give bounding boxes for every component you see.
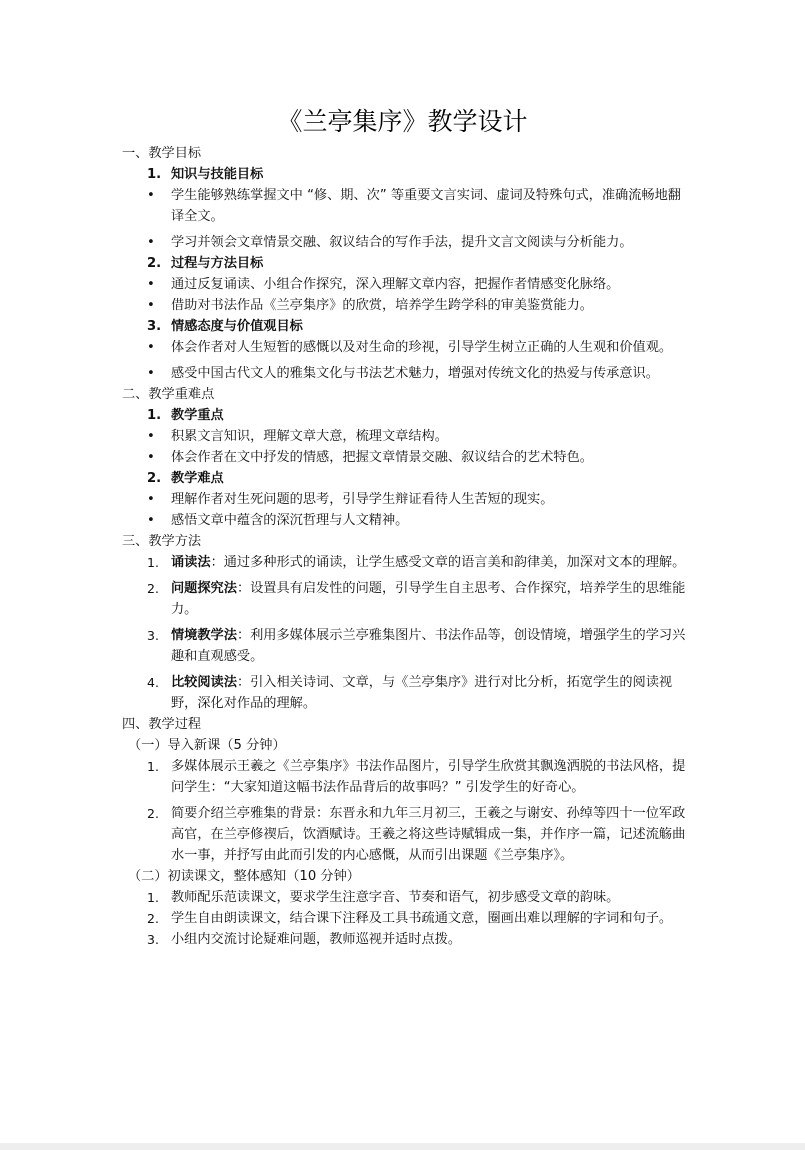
step-text: 学生自由朗读课文，结合课下注释及工具书疏通文意，圈画出难以理解的字词和句子。 [171,911,673,926]
subheading-text: 知识与技能目标 [171,167,264,182]
list-number: 1. [147,759,159,774]
bullet-icon: • [147,450,155,465]
step-text: 简要介绍兰亭雅集的背景：东晋永和九年三月初三，王羲之与谢安、孙绰等四十一位军政高官，在兰亭修禊后，饮酒赋诗。王羲之将这些诗赋辑成一集，并作序一篇，记述流觞曲水一事，并抒写由此而引发的内心感慨，从而引出课题《兰亭集序》。 [171,806,686,863]
bullet-text: 通过反复诵读、小组合作探究，深入理解文章内容，把握作者情感变化脉络。 [171,277,620,292]
method-text: ：设置具有启发性的问题，引导学生自主思考、合作探究，培养学生的思维能力。 [171,581,686,617]
bullet-item [122,426,692,447]
subheading-process-goals [122,253,692,274]
step-text: 教师配乐范读课文，要求学生注意字音、节奏和语气，初步感受文章的韵味。 [171,890,620,905]
document-body [122,143,692,950]
bullet-item [122,337,692,358]
subheading-number: 3. [147,319,162,334]
step-text: 小组内交流讨论疑难问题，教师巡视并适时点拨。 [171,932,462,947]
subheading-difficult-points [122,468,692,489]
bullet-text: 借助对书法作品《兰亭集序》的欣赏，培养学生跨学科的审美鉴赏能力。 [171,298,593,313]
bullet-item [122,447,692,468]
subheading-number: 1. [147,408,162,423]
bullet-item [122,510,692,531]
bullet-text: 学生能够熟练掌握文中 “修、期、次” 等重要文言实词、虚词及特殊句式，准确流畅地翻译全文。 [171,188,681,224]
method-term: 情境教学法 [171,628,237,643]
subheading-text: 过程与方法目标 [171,256,264,271]
process-step [122,887,692,908]
section-heading-methods: 三、教学方法 [122,534,202,549]
list-number: 1. [147,555,159,570]
bullet-item [122,363,692,384]
subheading-text: 教学重点 [171,408,224,423]
bullet-text: 体会作者对人生短暂的感慨以及对生命的珍视，引导学生树立正确的人生观和价值观。 [171,340,673,355]
bullet-text: 感受中国古代文人的雅集文化与书法艺术魅力，增强对传统文化的热爱与传承意识。 [171,366,659,381]
subheading-key-points [122,405,692,426]
page-title: 《兰亭集序》教学设计 [277,107,528,136]
step-text: 多媒体展示王羲之《兰亭集序》书法作品图片，引导学生欣赏其飘逸洒脱的书法风格，提问学生：“大家知道这幅书法作品背后的故事吗？” 引发学生的好奇心。 [171,759,686,795]
method-item [122,552,692,573]
list-number: 2. [147,581,159,596]
bullet-icon: • [147,277,155,292]
subsection-heading-intro: （一）导入新课（5 分钟） [128,738,286,753]
bullet-icon: • [147,429,155,444]
bullet-icon: • [147,188,155,203]
bullet-text: 体会作者在文中抒发的情感，把握文章情景交融、叙议结合的艺术特色。 [171,450,593,465]
bullet-text: 感悟文章中蕴含的深沉哲理与人文精神。 [171,513,409,528]
subheading-knowledge-goals [122,164,692,185]
bullet-item [122,274,692,295]
process-step [122,908,692,929]
list-number: 3. [147,628,159,643]
method-text: ：引入相关诗词、文章，与《兰亭集序》进行对比分析，拓宽学生的阅读视野，深化对作品的理解。 [171,675,673,711]
method-item [122,672,692,714]
method-term: 诵读法 [171,555,211,570]
bullet-icon: • [147,513,155,528]
method-item [122,578,692,620]
process-step [122,929,692,950]
method-text: ：通过多种形式的诵读，让学生感受文章的语言美和韵律美，加深对文本的理解。 [210,555,686,570]
method-term: 问题探究法 [171,581,237,596]
method-text: ：利用多媒体展示兰亭雅集图片、书法作品等，创设情境，增强学生的学习兴趣和直观感受。 [171,628,686,664]
subheading-number: 1. [147,167,162,182]
list-number: 4. [147,675,159,690]
list-number: 2. [147,806,159,821]
list-number: 2. [147,911,159,926]
bullet-text: 理解作者对生死问题的思考，引导学生辩证看待人生苦短的现实。 [171,492,554,507]
bullet-text: 积累文言知识，理解文章大意，梳理文章结构。 [171,429,448,444]
bullet-item [122,185,692,227]
bullet-item [122,295,692,316]
method-item [122,625,692,667]
bullet-text: 学习并领会文章情景交融、叙议结合的写作手法，提升文言文阅读与分析能力。 [171,235,633,250]
process-step [122,803,692,866]
bullet-icon: • [147,298,155,313]
bullet-item [122,232,692,253]
bullet-icon: • [147,492,155,507]
subheading-number: 2. [147,471,162,486]
bullet-item [122,489,692,510]
bullet-icon: • [147,340,155,355]
subsection-heading-first-reading: （二）初读课文，整体感知（10 分钟） [128,869,360,884]
subheading-emotion-goals [122,316,692,337]
subheading-number: 2. [147,256,162,271]
method-term: 比较阅读法 [171,675,237,690]
subheading-text: 情感态度与价值观目标 [171,319,303,334]
process-step [122,756,692,798]
bullet-icon: • [147,366,155,381]
bullet-icon: • [147,235,155,250]
section-heading-goals: 一、教学目标 [122,146,202,161]
list-number: 1. [147,890,159,905]
subheading-text: 教学难点 [171,471,224,486]
section-heading-process: 四、教学过程 [122,717,202,732]
list-number: 3. [147,932,159,947]
section-heading-keypoints: 二、教学重难点 [122,387,215,402]
